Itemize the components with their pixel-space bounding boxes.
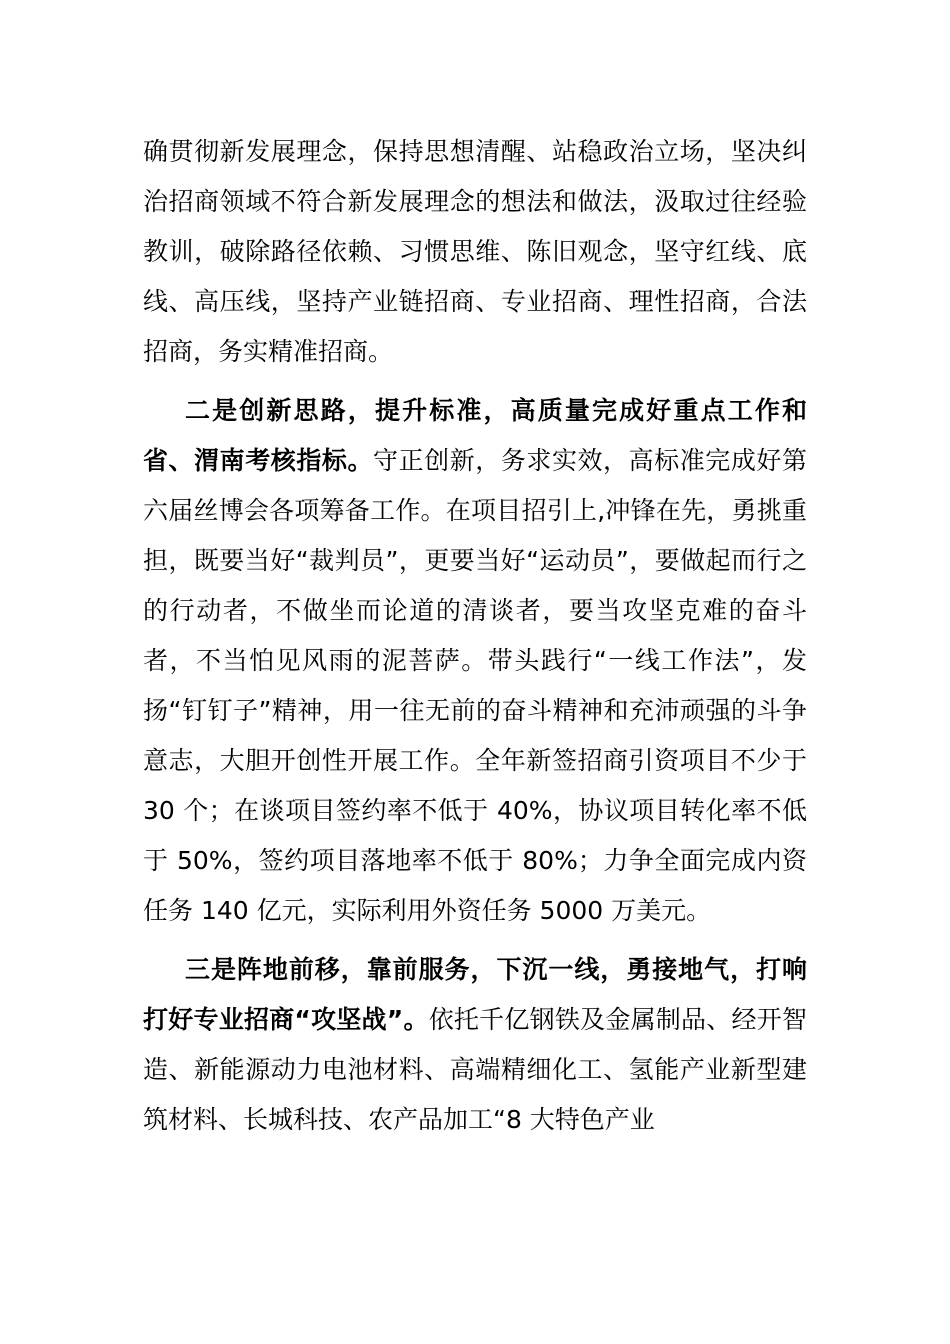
paragraph-2-lead: 二是创新思路，提升标准，高质量完成好重点工作和省、渭南考核指标。 (143, 396, 807, 475)
paragraph-2 (143, 386, 807, 936)
paragraph-2-body: 守正创新，务求实效，高标准完成好第六届丝博会各项筹备工作。在项目招引上,冲锋在先，勇挑重担，既要当好“裁判员”，更要当好“运动员”，要做起而行之的行动者，不做坐而论道的清谈者，要当攻坚克难的奋斗者，不当怕见风雨的泥菩萨。带头践行“一线工作法”，发扬“钉钉子”精神，用一往无前的奋斗精神和充沛顽强的斗争意志，大胆开创性开展工作。全年新签招商引资项目不少于 30 个；在谈项目签约率不低于 40%，协议项目转化率不低于 50%，签约项目落地率不低于 80%；力争全面完成内资任务 140 亿元，实际利用外资任务 5000 万美元。 (143, 446, 807, 925)
paragraph-3 (143, 945, 807, 1145)
paragraph-3-lead: 三是阵地前移，靠前服务，下沉一线，勇接地气，打响打好专业招商“攻坚战”。 (143, 955, 807, 1034)
paragraph-1-body: 确贯彻新发展理念，保持思想清醒、站稳政治立场，坚决纠治招商领域不符合新发展理念的想法和做法，汲取过往经验教训，破除路径依赖、习惯思维、陈旧观念，坚守红线、底线、高压线，坚持产业链招商、专业招商、理性招商，合法招商，务实精准招商。 (143, 137, 807, 366)
document-page (143, 127, 807, 1145)
paragraph-1 (143, 127, 807, 377)
paragraph-3-body: 依托千亿钢铁及金属制品、经开智造、新能源动力电池材料、高端精细化工、氢能产业新型建筑材料、长城科技、农产品加工“8 大特色产业 (143, 1005, 807, 1134)
